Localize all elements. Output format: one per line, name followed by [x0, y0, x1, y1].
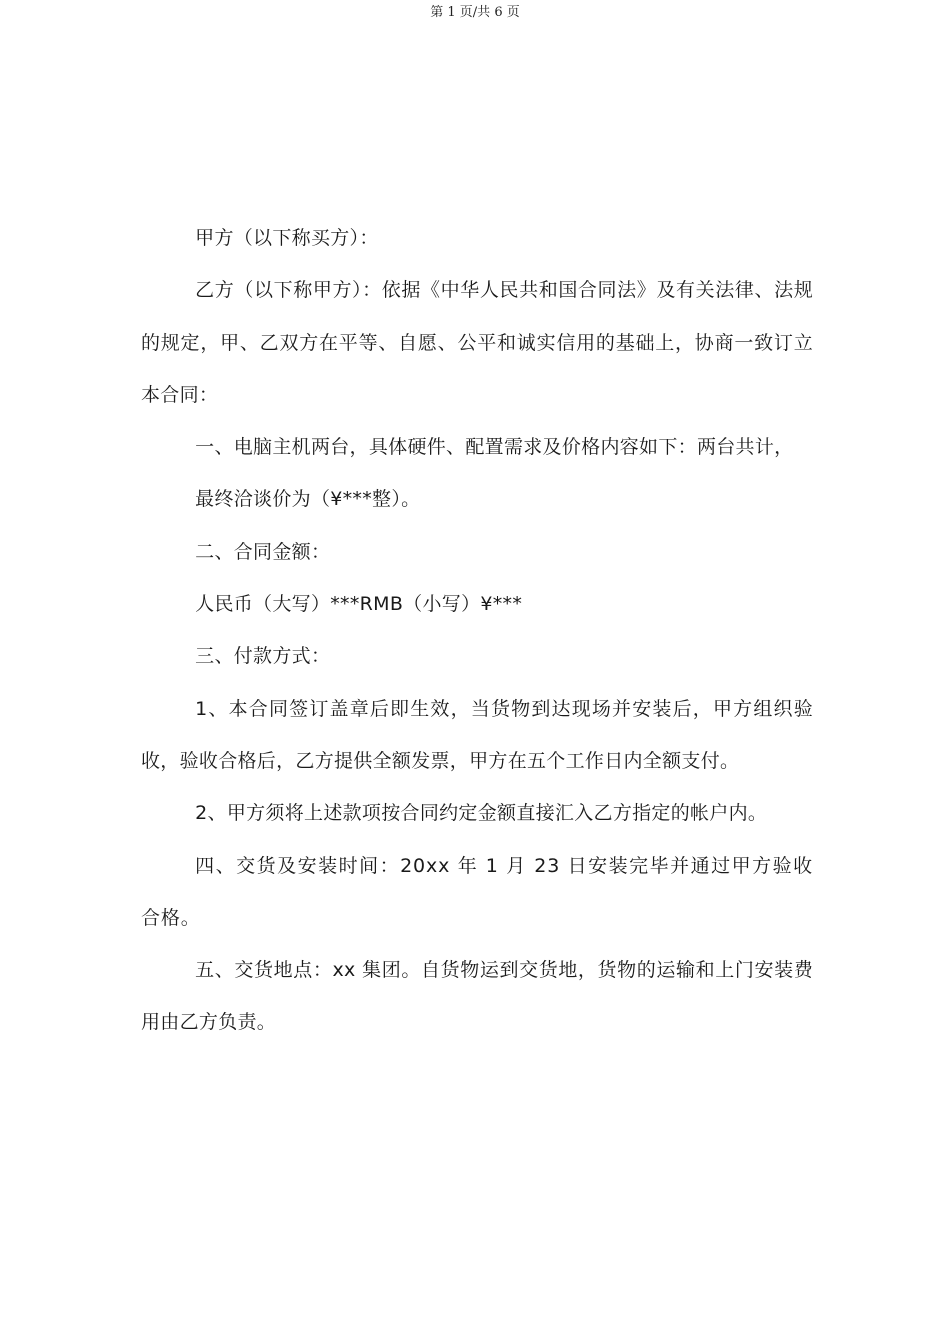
- clause-1-final-price: 最终洽谈价为（¥***整）。: [195, 488, 421, 511]
- clause-3-item-2: 2、甲方须将上述款项按合同约定金额直接汇入乙方指定的帐户内。: [195, 802, 768, 825]
- clause-2-amount: 人民币（大写）***RMB（小写）¥***: [195, 593, 523, 616]
- clause-2-heading: 二、合同金额：: [195, 540, 331, 563]
- contract-body: [141, 212, 813, 1049]
- party-b-preamble: 乙方（以下称甲方）：依据《中华人民共和国合同法》及有关法律、法规的规定，甲、乙双方在平等、自愿、公平和诚实信用的基础上，协商一致订立本合同：: [141, 279, 813, 406]
- clause-4-delivery-time: 四、交货及安装时间：20xx 年 1 月 23 日安装完毕并通过甲方验收合格。: [141, 854, 813, 929]
- clause-5-delivery-place: 五、交货地点：xx 集团。自货物运到交货地，货物的运输和上门安装费用由乙方负责。: [141, 959, 813, 1034]
- clause-3-heading: 三、付款方式：: [195, 645, 331, 668]
- page-indicator: 第 1 页/共 6 页: [430, 5, 520, 20]
- clause-1-goods: 一、电脑主机两台，具体硬件、配置需求及价格内容如下：两台共计，: [195, 436, 794, 459]
- clause-3-item-1: 1、本合同签订盖章后即生效，当货物到达现场并安装后，甲方组织验收，验收合格后，乙方提供全额发票，甲方在五个工作日内全额支付。: [141, 697, 813, 772]
- party-a-line: 甲方（以下称买方）：: [195, 227, 379, 249]
